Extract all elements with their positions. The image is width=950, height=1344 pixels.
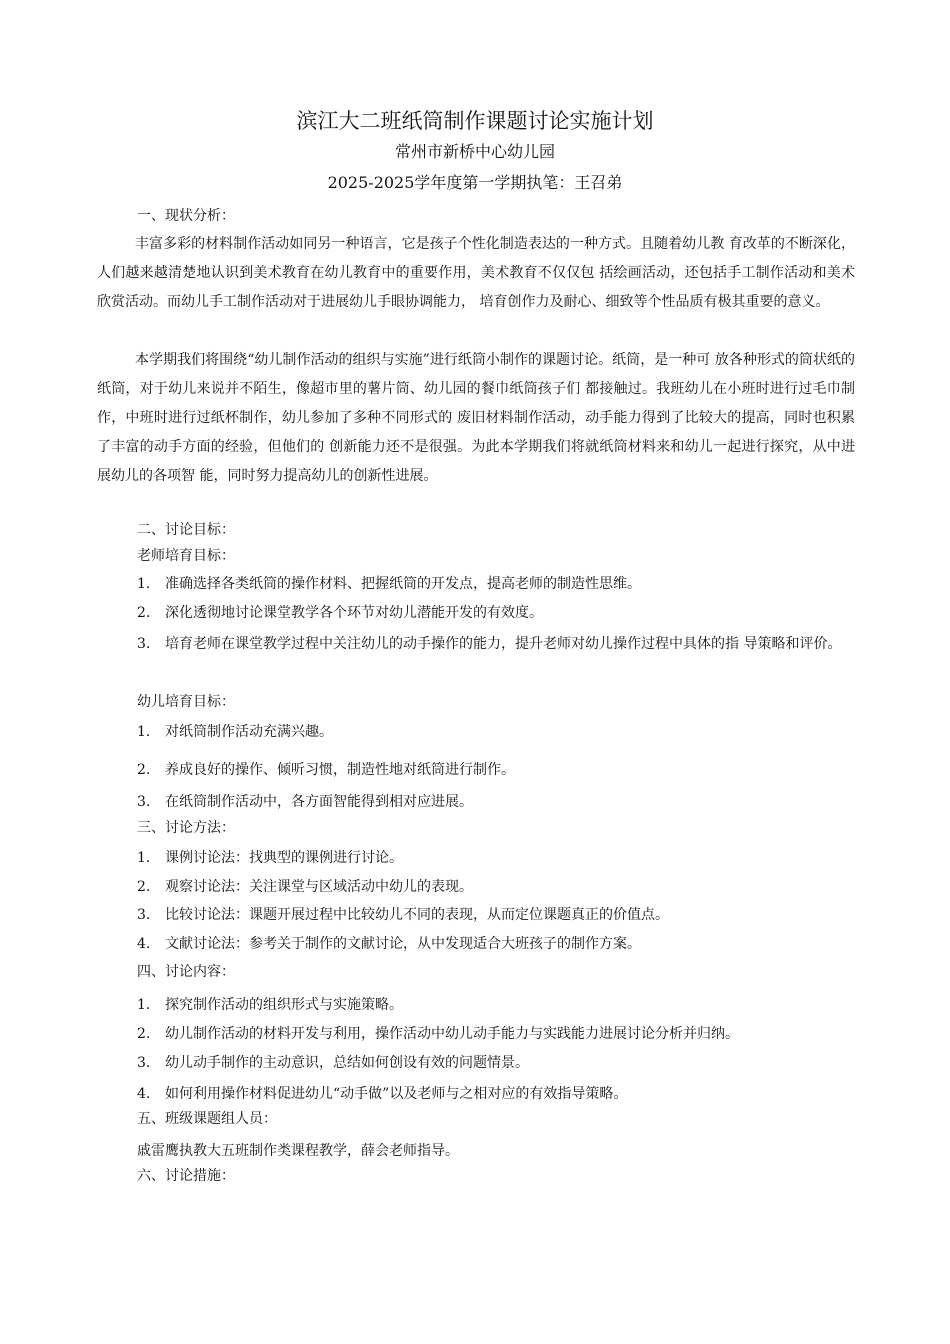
list-item	[137, 1084, 627, 1104]
child-goals-heading: 幼儿培育目标：	[137, 694, 235, 710]
list-number: 4.	[137, 1086, 151, 1102]
list-number: 4.	[137, 936, 151, 952]
section-heading-1: 一、现状分析：	[137, 208, 235, 224]
list-number: 3.	[137, 794, 151, 810]
list-number: 1.	[137, 997, 151, 1013]
section-heading-2: 二、讨论目标：	[137, 522, 235, 538]
list-text: 深化透彻地讨论课堂教学各个环节对幼儿潜能开发的有效度。	[165, 605, 543, 621]
doc-title: 滨江大二班纸筒制作课题讨论实施计划	[296, 109, 654, 133]
list-text: 幼儿动手制作的主动意识，总结如何创设有效的问题情景。	[165, 1055, 529, 1071]
section-heading-5: 五、班级课题组人员：	[137, 1111, 277, 1127]
list-item	[137, 905, 669, 925]
list-item	[137, 792, 473, 812]
paragraph-1: 丰富多彩的材料制作活动如同另一种语言，它是孩子个性化制造表达的一种方式。且随着幼儿教 育改革的不断深化，人们越来越清楚地认识到美术教育在幼儿教育中的重要作用，美术教育不仅仅包 括绘画活动，还包括手工制作活动和美术欣赏活动。而幼儿手工制作活动对于进展幼儿手眼协调能力， 培育创作力及耐心、细致等个性品质有极其重要的意义。	[97, 236, 855, 310]
list-number: 2.	[137, 879, 151, 895]
list-item	[137, 934, 641, 954]
list-item	[137, 1053, 529, 1073]
list-number: 1.	[137, 724, 151, 740]
list-item	[137, 848, 403, 868]
list-item	[137, 760, 515, 780]
list-number: 3.	[137, 907, 151, 923]
teacher-goals-heading: 老师培育目标：	[137, 548, 235, 564]
list-number: 3.	[137, 636, 151, 652]
list-number: 2.	[137, 605, 151, 621]
list-text: 如何利用操作材料促进幼儿“动手做”以及老师与之相对应的有效指导策略。	[165, 1086, 628, 1102]
list-number: 1.	[137, 850, 151, 866]
list-item	[137, 995, 403, 1015]
list-text: 养成良好的操作、倾听习惯，制造性地对纸筒进行制作。	[165, 762, 515, 778]
list-item	[137, 1024, 739, 1044]
list-text: 观察讨论法：关注课堂与区域活动中幼儿的表现。	[165, 879, 473, 895]
list-number: 3.	[137, 1055, 151, 1071]
list-text: 课例讨论法：找典型的课例进行讨论。	[165, 850, 403, 866]
list-number: 2.	[137, 762, 151, 778]
list-item	[137, 574, 641, 594]
list-text: 对纸筒制作活动充满兴趣。	[165, 724, 333, 740]
list-item	[137, 877, 473, 897]
list-item	[137, 603, 543, 623]
team-members-text: 戚雷鹰执教大五班制作类课程教学，薛会老师指导。	[137, 1143, 459, 1159]
section-heading-3: 三、讨论方法：	[137, 820, 235, 836]
list-text: 培育老师在课堂教学过程中关注幼儿的动手操作的能力，提升老师对幼儿操作过程中具体的指 导策略和评价。	[165, 636, 842, 652]
term-author-line: 2025-2025学年度第一学期执笔：王召弟	[327, 173, 623, 192]
list-item	[137, 722, 333, 742]
list-text: 比较讨论法：课题开展过程中比较幼儿不同的表现，从而定位课题真正的价值点。	[165, 907, 669, 923]
section-heading-6: 六、讨论措施：	[137, 1168, 235, 1184]
list-text: 在纸筒制作活动中，各方面智能得到相对应进展。	[165, 794, 473, 810]
list-item	[97, 632, 855, 657]
list-number: 2.	[137, 1026, 151, 1042]
list-number: 1.	[137, 576, 151, 592]
list-text: 文献讨论法：参考关于制作的文献讨论，从中发现适合大班孩子的制作方案。	[165, 936, 641, 952]
list-text: 幼儿制作活动的材料开发与利用，操作活动中幼儿动手能力与实践能力进展讨论分析并归纳。	[165, 1026, 739, 1042]
list-text: 探究制作活动的组织形式与实施策略。	[165, 997, 403, 1013]
paragraph-2: 本学期我们将围绕“幼儿制作活动的组织与实施”进行纸筒小制作的课题讨论。纸筒，是一种可 放各种形式的筒状纸的纸筒，对于幼儿来说并不陌生，像超市里的薯片筒、幼儿园的餐巾纸筒孩子们 都接触过。我班幼儿在小班时进行过毛巾制作，中班时进行过纸杯制作，幼儿参加了多种不同形式的 废旧材料制作活动，动手能力得到了比较大的提高，同时也积累了丰富的动手方面的经验，但他们的 创新能力还不是很强。为此本学期我们将就纸筒材料来和幼儿一起进行探究，从中进展幼儿的各项智 能，同时努力提高幼儿的创新性进展。	[97, 352, 855, 484]
section-heading-4: 四、讨论内容：	[137, 964, 235, 980]
list-text: 准确选择各类纸筒的操作材料、把握纸筒的开发点，提高老师的制造性思维。	[165, 576, 641, 592]
school-name: 常州市新桥中心幼儿园	[394, 142, 555, 161]
